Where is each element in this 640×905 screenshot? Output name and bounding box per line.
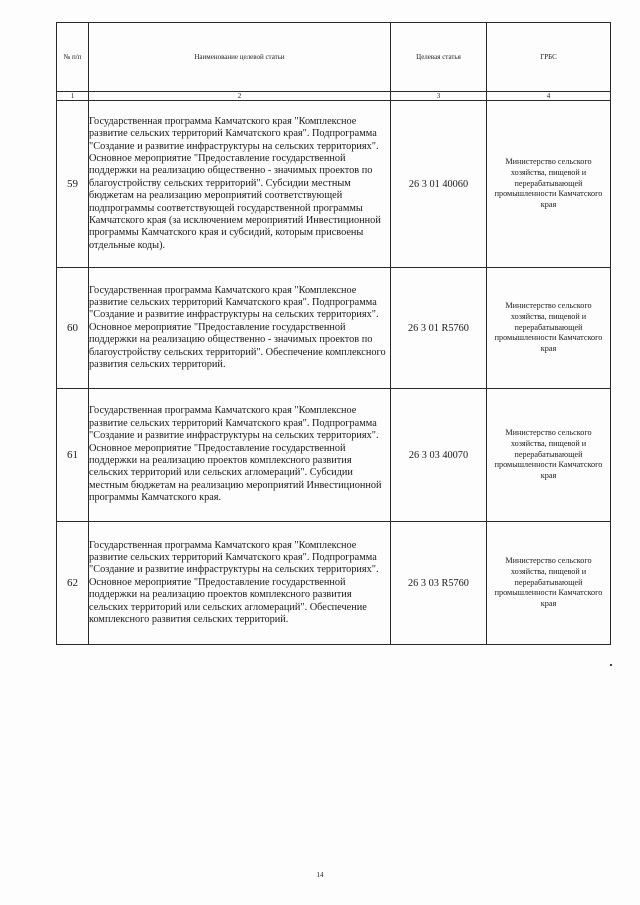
row-org: Министерство сельского хозяйства, пищевой и перерабатывающей промышленности Камчатского края [487, 389, 611, 522]
table-row [57, 268, 611, 389]
table-row [57, 101, 611, 268]
header-row [57, 23, 611, 92]
row-org: Министерство сельского хозяйства, пищевой и перерабатывающей промышленности Камчатского края [487, 522, 611, 645]
column-number-row [57, 92, 611, 101]
table-row [57, 522, 611, 645]
row-name: Государственная программа Камчатского края "Комплексное развитие сельских территорий Камчатского края". Подпрограмма "Создание и развитие инфраструктуры на сельских территориях". Основное мероприятие "Предоставление государственной поддержки на реализацию проектов комплексного развития сельских территорий или сельских агломераций". Обеспечение комплексного развития сельских территорий. [89, 522, 391, 645]
row-number: 59 [57, 101, 89, 268]
row-code: 26 3 03 R5760 [391, 522, 487, 645]
scan-speck [610, 664, 612, 666]
header-org: ГРБС [487, 23, 611, 92]
row-code: 26 3 01 R5760 [391, 268, 487, 389]
row-code: 26 3 01 40060 [391, 101, 487, 268]
row-code: 26 3 03 40070 [391, 389, 487, 522]
column-number-4: 4 [487, 92, 611, 101]
row-name: Государственная программа Камчатского края "Комплексное развитие сельских территорий Камчатского края". Подпрограмма "Создание и развитие инфраструктуры на сельских территориях". Основное мероприятие "Предоставление государственной поддержки на реализацию общественно - значимых проектов по благоустройству сельских территорий". Обеспечение комплексного развития сельских территорий. [89, 268, 391, 389]
header-code: Целевая статья [391, 23, 487, 92]
column-number-2: 2 [89, 92, 391, 101]
budget-table [56, 22, 611, 645]
row-name: Государственная программа Камчатского края "Комплексное развитие сельских территорий Камчатского края". Подпрограмма "Создание и развитие инфраструктуры на сельских территориях". Основное мероприятие "Предоставление государственной поддержки на реализацию общественно - значимых проектов по благоустройству сельских территорий". Субсидии местным бюджетам на реализацию мероприятий соответствующей подпрограммы соответствующей государственной программы Камчатского края (за исключением мероприятий Инвестиционной программы Камчатского края и субсидий, которым присвоены отдельные коды). [89, 101, 391, 268]
page-number: 14 [316, 871, 324, 879]
header-number: № п/п [57, 23, 89, 92]
table-row [57, 389, 611, 522]
column-number-1: 1 [57, 92, 89, 101]
row-org: Министерство сельского хозяйства, пищевой и перерабатывающей промышленности Камчатского края [487, 101, 611, 268]
row-number: 61 [57, 389, 89, 522]
header-name: Наименование целевой статьи [89, 23, 391, 92]
row-number: 62 [57, 522, 89, 645]
row-name: Государственная программа Камчатского края "Комплексное развитие сельских территорий Камчатского края". Подпрограмма "Создание и развитие инфраструктуры на сельских территориях". Основное мероприятие "Предоставление государственной поддержки на реализацию проектов комплексного развития сельских территорий или сельских агломераций". Субсидии местным бюджетам на реализацию мероприятий Инвестиционной программы Камчатского края. [89, 389, 391, 522]
row-number: 60 [57, 268, 89, 389]
column-number-3: 3 [391, 92, 487, 101]
row-org: Министерство сельского хозяйства, пищевой и перерабатывающей промышленности Камчатского края [487, 268, 611, 389]
